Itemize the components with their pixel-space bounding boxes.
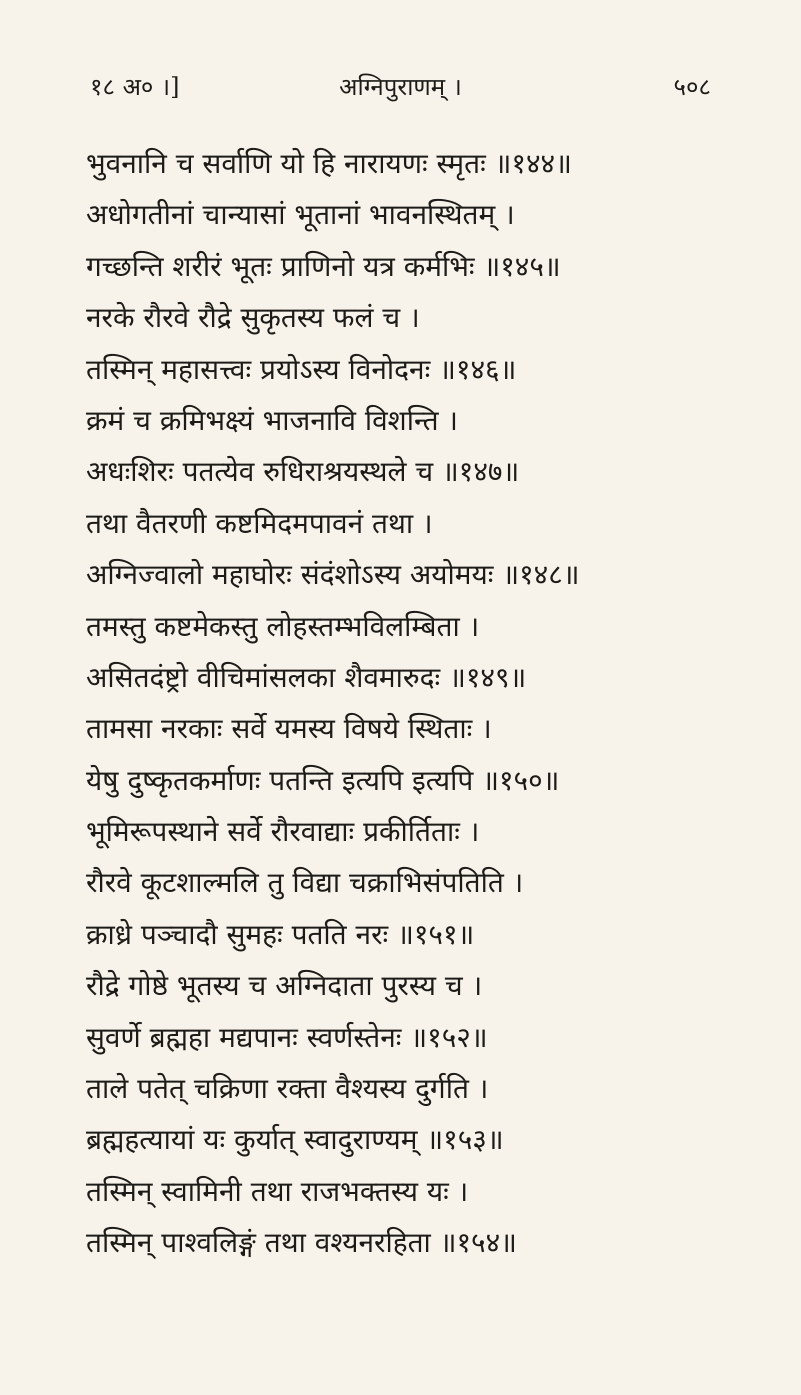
verse-line: असितदंष्ट्रो वीचिमांसलका शैवमारुदः ॥१४९॥	[86, 660, 527, 694]
verse-line: येषु दुष्कृतकर्माणः पतन्ति इत्यपि इत्यपि ॥१५०॥	[86, 763, 560, 797]
book-title: अग्निपुराणम् ।	[339, 73, 462, 101]
verse-line: तस्मिन् पाश्वलिङ्गं तथा वश्यनरहिता ॥१५४॥	[86, 1226, 517, 1260]
verse-line: अग्निज्वालो महाघोरः संदंशोऽस्य अयोमयः ॥१४८॥	[86, 558, 580, 592]
verse-line: सुवर्णे ब्रह्महा मद्यपानः स्वर्णस्तेनः ॥१५२॥	[86, 1020, 488, 1054]
verse-line: रौद्रे गोष्ठे भूतस्य च अग्निदाता पुरस्य च ।	[86, 969, 483, 1003]
verse-block	[86, 138, 716, 1269]
verse-line: अधःशिरः पतत्येव रुधिराश्रयस्थले च ॥१४७॥	[86, 455, 520, 489]
verse-line: ब्रह्महत्यायां यः कुर्यात् स्वादुराण्यम् ॥१५३॥	[86, 1123, 504, 1157]
running-header	[0, 70, 801, 110]
verse-line: तथा वैतरणी कष्टमिदमपावनं तथा ।	[86, 506, 433, 540]
verse-line: तामसा नरकाः सर्वे यमस्य विषये स्थिताः ।	[86, 712, 492, 746]
verse-line: तमस्तु कष्टमेकस्तु लोहस्तम्भविलम्बिता ।	[86, 609, 480, 643]
verse-line: भुवनानि च सर्वाणि यो हि नारायणः स्मृतः ॥१४४॥	[86, 147, 572, 180]
page-number: ५०८	[673, 73, 711, 101]
verse-line: तस्मिन् महासत्त्वः प्रयोऽस्य विनोदनः ॥१४६॥	[86, 352, 517, 386]
verse-line: नरके रौरवे रौद्रे सुकृतस्य फलं च ।	[86, 301, 420, 335]
verse-line: गच्छन्ति शरीरं भूतः प्राणिनो यत्र कर्मभिः ॥१४५॥	[86, 249, 561, 283]
verse-line: रौरवे कूटशाल्मलि तु विद्या चक्राभिसंपतिति ।	[86, 866, 524, 900]
verse-line: भूमिरूपस्थाने सर्वे रौरवाद्याः प्रकीर्तिताः ।	[86, 815, 480, 849]
verse-line: ताले पतेत् चक्रिणा रक्ता वैश्यस्य दुर्गति ।	[86, 1072, 489, 1106]
verse-line: क्राध्रे पञ्चादौ सुमहः पतति नरः ॥१५१॥	[86, 917, 475, 951]
verse-line: क्रमं च क्रमिभक्ष्यं भाजनावि विशन्ति ।	[86, 403, 459, 437]
verse-line: तस्मिन् स्वामिनी तथा राजभक्तस्य यः ।	[86, 1174, 469, 1208]
verse-line: अधोगतीनां चान्यासां भूतानां भावनस्थितम् ।	[86, 198, 515, 232]
chapter-ref: १८ अ० ।]	[90, 73, 180, 101]
